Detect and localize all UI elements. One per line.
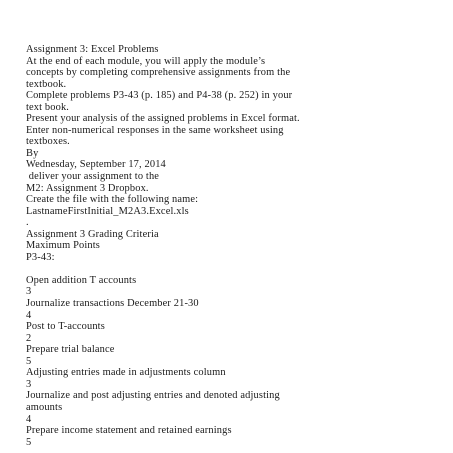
criterion-item: Post to T-accounts	[26, 321, 105, 333]
paragraph-line: Present your analysis of the assigned problems in Excel format.	[26, 113, 300, 125]
paragraph-line: deliver your assignment to the	[26, 171, 160, 183]
paragraph-line: Enter non-numerical responses in the same worksheet using	[26, 124, 284, 136]
criterion-points: 3	[26, 378, 32, 390]
deadline-label: By	[26, 147, 39, 159]
grading-criteria-heading: Assignment 3 Grading Criteria	[26, 228, 159, 240]
paragraph-line: At the end of each module, you will apply the module’s	[26, 55, 266, 67]
paragraph-line: .	[26, 217, 29, 229]
paragraph-line: Create the file with the following name:	[26, 194, 199, 206]
assignment-title: Assignment 3: Excel Problems	[26, 44, 159, 55]
maximum-points-heading: Maximum Points	[26, 240, 100, 252]
paragraph-line: concepts by completing comprehensive assignments from the	[26, 67, 291, 79]
criterion-points: 4	[26, 413, 32, 425]
file-name: LastnameFirstInitial_M2A3.Excel.xls	[26, 205, 189, 217]
document-body	[26, 44, 426, 448]
paragraph-line: textboxes.	[26, 136, 70, 148]
problem-label: P3-43:	[26, 251, 55, 263]
paragraph-line: textbook.	[26, 78, 67, 90]
criterion-item: amounts	[26, 401, 63, 413]
criterion-points: 4	[26, 309, 32, 321]
criterion-item: Journalize transactions December 21-30	[26, 298, 199, 310]
paragraph-line: M2: Assignment 3 Dropbox.	[26, 182, 149, 194]
criterion-points: 5	[26, 436, 32, 448]
criterion-item: Adjusting entries made in adjustments column	[26, 367, 226, 379]
criterion-item: Journalize and post adjusting entries and denoted adjusting	[26, 390, 280, 402]
deadline-date: Wednesday, September 17, 2014	[26, 159, 166, 171]
criterion-points: 3	[26, 286, 32, 298]
criterion-item: Prepare trial balance	[26, 344, 115, 356]
criterion-points: 2	[26, 332, 32, 344]
criterion-item: Open addition T accounts	[26, 274, 137, 286]
paragraph-line: text book.	[26, 101, 70, 113]
criterion-item: Prepare income statement and retained earnings	[26, 425, 232, 437]
blank-line	[26, 263, 426, 275]
paragraph-line: Complete problems P3-43 (p. 185) and P4-38 (p. 252) in your	[26, 90, 293, 102]
criterion-points: 5	[26, 355, 32, 367]
